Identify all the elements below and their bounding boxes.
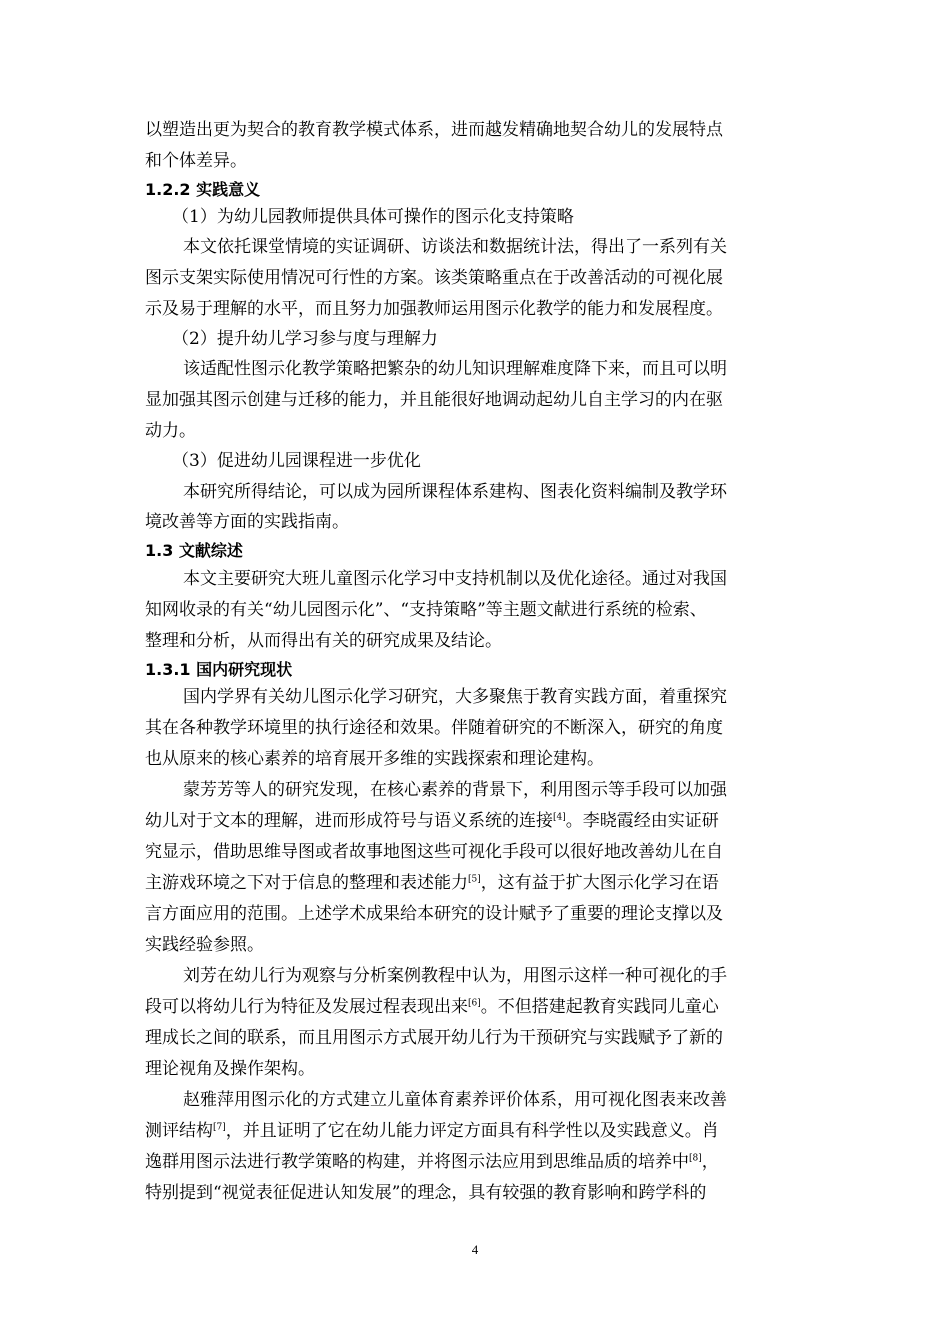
text-line: 刘芳在幼儿行为观察与分析案例教程中认为，用图示这样一种可视化的手 [183, 966, 727, 986]
text-line: 知网收录的有关“幼儿园图示化”、“支持策略”等主题文献进行系统的检索、 [145, 600, 707, 620]
text-line: 幼儿对于文本的理解，进而形成符号与语义系统的连接[4]。李晓霞经由实证研 [145, 811, 719, 831]
text-line: 国内学界有关幼儿图示化学习研究，大多聚焦于教育实践方面，着重探究 [183, 687, 727, 707]
page-number: 4 [471, 1242, 479, 1257]
text-line: 显加强其图示创建与迁移的能力，并且能很好地调动起幼儿自主学习的内在驱 [145, 390, 723, 410]
subheading: （3）促进幼儿园课程进一步优化 [172, 451, 421, 471]
text-line: 段可以将幼儿行为特征及发展过程表现出来[6]。不但搭建起教育实践同儿童心 [145, 997, 719, 1017]
text-line: 动力。 [145, 421, 196, 441]
text-line: 究显示，借助思维导图或者故事地图这些可视化手段可以很好地改善幼儿在自 [145, 842, 723, 862]
citation: [5] [468, 874, 481, 885]
text-line: 示及易于理解的水平，而且努力加强教师运用图示化教学的能力和发展程度。 [145, 299, 723, 319]
text-line: 整理和分析，从而得出有关的研究成果及结论。 [145, 631, 502, 651]
section-heading: 1.2.2 实践意义 [145, 180, 261, 199]
text-line: 本研究所得结论，可以成为园所课程体系建构、图表化资料编制及教学环 [183, 482, 727, 502]
text-line: 本文依托课堂情境的实证调研、访谈法和数据统计法，得出了一系列有关 [183, 237, 727, 257]
subheading: （2）提升幼儿学习参与度与理解力 [172, 329, 438, 349]
subheading: （1）为幼儿园教师提供具体可操作的图示化支持策略 [172, 207, 574, 227]
text-line: 其在各种教学环境里的执行途径和效果。伴随着研究的不断深入，研究的角度 [145, 718, 723, 738]
text-line: 理论视角及操作架构。 [145, 1059, 315, 1079]
section-heading: 1.3 文献综述 [145, 541, 243, 560]
text-line: 和个体差异。 [145, 151, 247, 171]
text-line: 境改善等方面的实践指南。 [145, 512, 349, 532]
text-line: 也从原来的核心素养的培育展开多维的实践探索和理论建构。 [145, 749, 604, 769]
text-line: 本文主要研究大班儿童图示化学习中支持机制以及优化途径。通过对我国 [183, 569, 727, 589]
text-line: 理成长之间的联系，而且用图示方式展开幼儿行为干预研究与实践赋予了新的 [145, 1028, 723, 1048]
text-line: 赵雅萍用图示化的方式建立儿童体育素养评价体系，用可视化图表来改善 [183, 1090, 727, 1110]
text-line: 蒙芳芳等人的研究发现，在核心素养的背景下，利用图示等手段可以加强 [183, 780, 727, 800]
text-line: 逸群用图示法进行教学策略的构建，并将图示法应用到思维品质的培养中[8]， [145, 1152, 719, 1172]
citation: [6] [468, 998, 481, 1009]
text-line: 主游戏环境之下对于信息的整理和表述能力[5]，这有益于扩大图示化学习在语 [145, 873, 719, 893]
text-line: 图示支架实际使用情况可行性的方案。该类策略重点在于改善活动的可视化展 [145, 268, 723, 288]
citation: [8] [689, 1153, 702, 1164]
text-line: 测评结构[7]，并且证明了它在幼儿能力评定方面具有科学性以及实践意义。肖 [145, 1121, 719, 1141]
section-heading: 1.3.1 国内研究现状 [145, 660, 293, 679]
text-line: 该适配性图示化教学策略把繁杂的幼儿知识理解难度降下来，而且可以明 [183, 359, 727, 379]
citation: [7] [213, 1122, 226, 1133]
text-line: 实践经验参照。 [145, 935, 264, 955]
citation: [4] [553, 812, 566, 823]
text-line: 言方面应用的范围。上述学术成果给本研究的设计赋予了重要的理论支撑以及 [145, 904, 723, 924]
text-line: 以塑造出更为契合的教育教学模式体系，进而越发精确地契合幼儿的发展特点 [145, 120, 723, 140]
text-line: 特别提到“视觉表征促进认知发展”的理念，具有较强的教育影响和跨学科的 [145, 1183, 707, 1203]
